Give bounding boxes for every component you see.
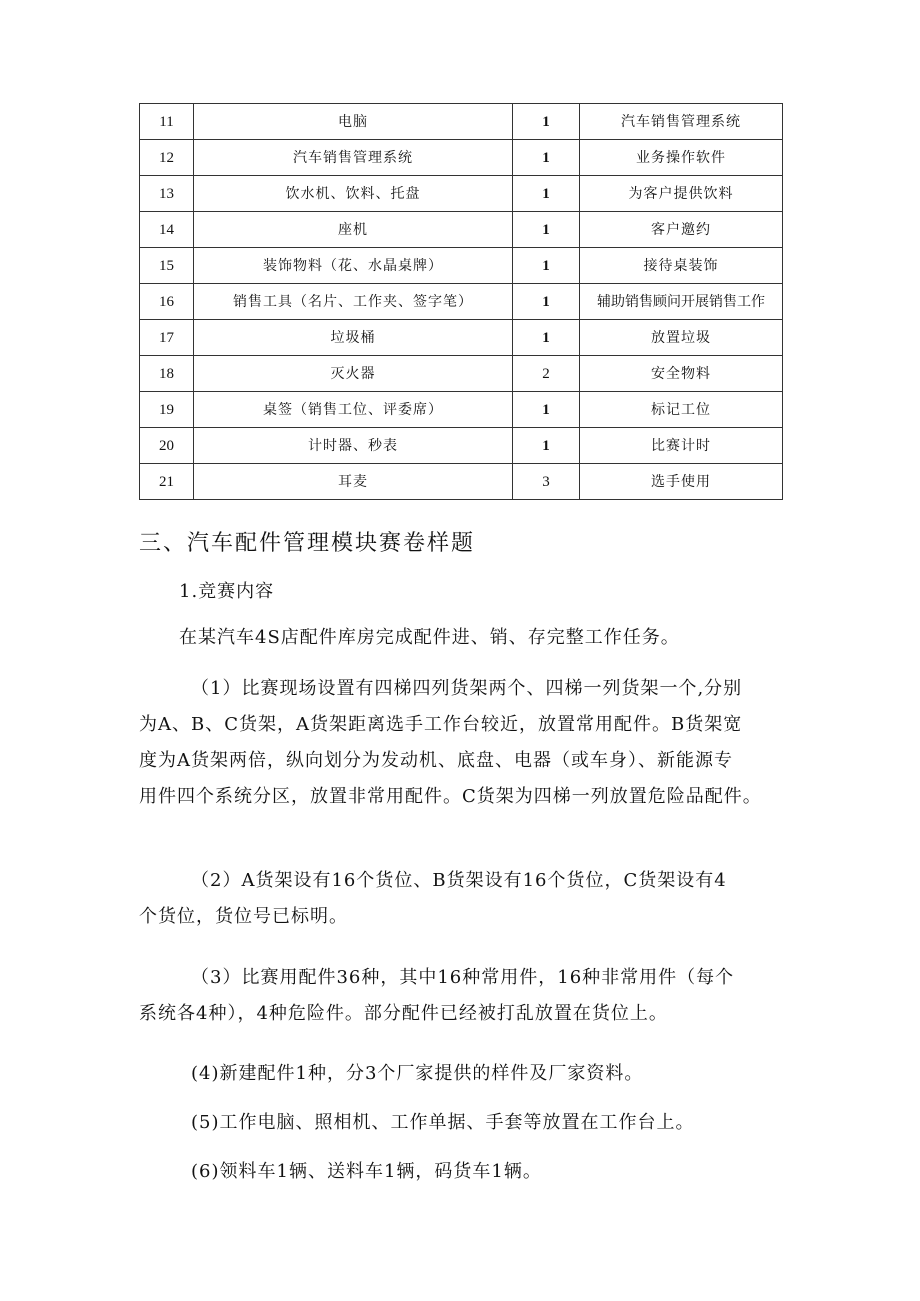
paragraph-line: (6)领料车1辆、送料车1辆，码货车1辆。 [191,1161,542,1182]
intro-text: 在某汽车4S店配件库房完成配件进、销、存完整工作任务。 [179,627,680,648]
item-name: 计时器、秒表 [194,428,513,464]
paragraph-3 [139,960,799,1032]
paragraph-4 [139,1056,799,1092]
item-name: 灭火器 [194,356,513,392]
item-quantity: 3 [513,464,580,500]
item-name: 座机 [194,212,513,248]
row-number: 15 [140,248,194,284]
item-quantity: 1 [513,104,580,140]
section-title: 三、汽车配件管理模块赛卷样题 [139,531,476,556]
paragraph-5 [139,1105,799,1141]
item-purpose: 放置垃圾 [580,320,783,356]
paragraph-2 [139,863,799,935]
item-purpose: 辅助销售顾问开展销售工作 [580,284,783,320]
item-purpose: 标记工位 [580,392,783,428]
table-row [140,140,783,176]
item-quantity: 1 [513,176,580,212]
item-purpose: 客户邀约 [580,212,783,248]
paragraph-line: 系统各4种），4种危险件。部分配件已经被打乱放置在货位上。 [139,1003,668,1024]
row-number: 18 [140,356,194,392]
paragraph-line: (4)新建配件1种，分3个厂家提供的样件及厂家资料。 [191,1063,644,1084]
item-quantity: 2 [513,356,580,392]
table-row [140,248,783,284]
paragraph-line: （1）比赛现场设置有四梯四列货架两个、四梯一列货架一个,分别 [191,678,743,699]
table-row [140,428,783,464]
paragraph-6 [139,1154,799,1190]
paragraph-line: （2）A货架设有16个货位、B货架设有16个货位，C货架设有4 [191,870,727,891]
table-row [140,284,783,320]
table-row [140,464,783,500]
table-row [140,356,783,392]
sub-heading-text: 1.竞赛内容 [179,581,275,602]
equipment-table [139,103,783,500]
item-quantity: 1 [513,248,580,284]
sub-heading [139,574,799,610]
intro-paragraph [139,620,799,656]
item-quantity: 1 [513,392,580,428]
paragraph-line: 度为A货架两倍，纵向划分为发动机、底盘、电器（或车身）、新能源专 [139,750,733,771]
row-number: 20 [140,428,194,464]
paragraph-line: 为A、B、C货架，A货架距离选手工作台较近，放置常用配件。B货架宽 [139,714,743,735]
item-name: 耳麦 [194,464,513,500]
table-row [140,176,783,212]
item-name: 电脑 [194,104,513,140]
row-number: 21 [140,464,194,500]
paragraph-line: （3）比赛用配件36种，其中16种常用件，16种非常用件（每个 [191,967,735,988]
item-quantity: 1 [513,284,580,320]
paragraph-line: 个货位，货位号已标明。 [139,906,348,927]
table-row [140,104,783,140]
item-purpose: 选手使用 [580,464,783,500]
item-purpose: 比赛计时 [580,428,783,464]
item-name: 装饰物料（花、水晶桌牌） [194,248,513,284]
item-purpose: 业务操作软件 [580,140,783,176]
item-purpose: 为客户提供饮料 [580,176,783,212]
row-number: 17 [140,320,194,356]
paragraph-line: 用件四个系统分区，放置非常用配件。C货架为四梯一列放置危险品配件。 [139,786,762,807]
item-purpose: 汽车销售管理系统 [580,104,783,140]
table-row [140,212,783,248]
row-number: 11 [140,104,194,140]
item-name: 汽车销售管理系统 [194,140,513,176]
paragraph-1 [139,671,799,815]
table-row [140,320,783,356]
item-name: 销售工具（名片、工作夹、签字笔） [194,284,513,320]
row-number: 12 [140,140,194,176]
row-number: 14 [140,212,194,248]
item-purpose: 接待桌装饰 [580,248,783,284]
item-quantity: 1 [513,320,580,356]
row-number: 13 [140,176,194,212]
item-quantity: 1 [513,428,580,464]
item-name: 桌签（销售工位、评委席） [194,392,513,428]
table-row [140,392,783,428]
item-quantity: 1 [513,140,580,176]
item-purpose: 安全物料 [580,356,783,392]
item-name: 饮水机、饮料、托盘 [194,176,513,212]
row-number: 16 [140,284,194,320]
item-quantity: 1 [513,212,580,248]
item-name: 垃圾桶 [194,320,513,356]
paragraph-line: (5)工作电脑、照相机、工作单据、手套等放置在工作台上。 [191,1112,695,1133]
row-number: 19 [140,392,194,428]
